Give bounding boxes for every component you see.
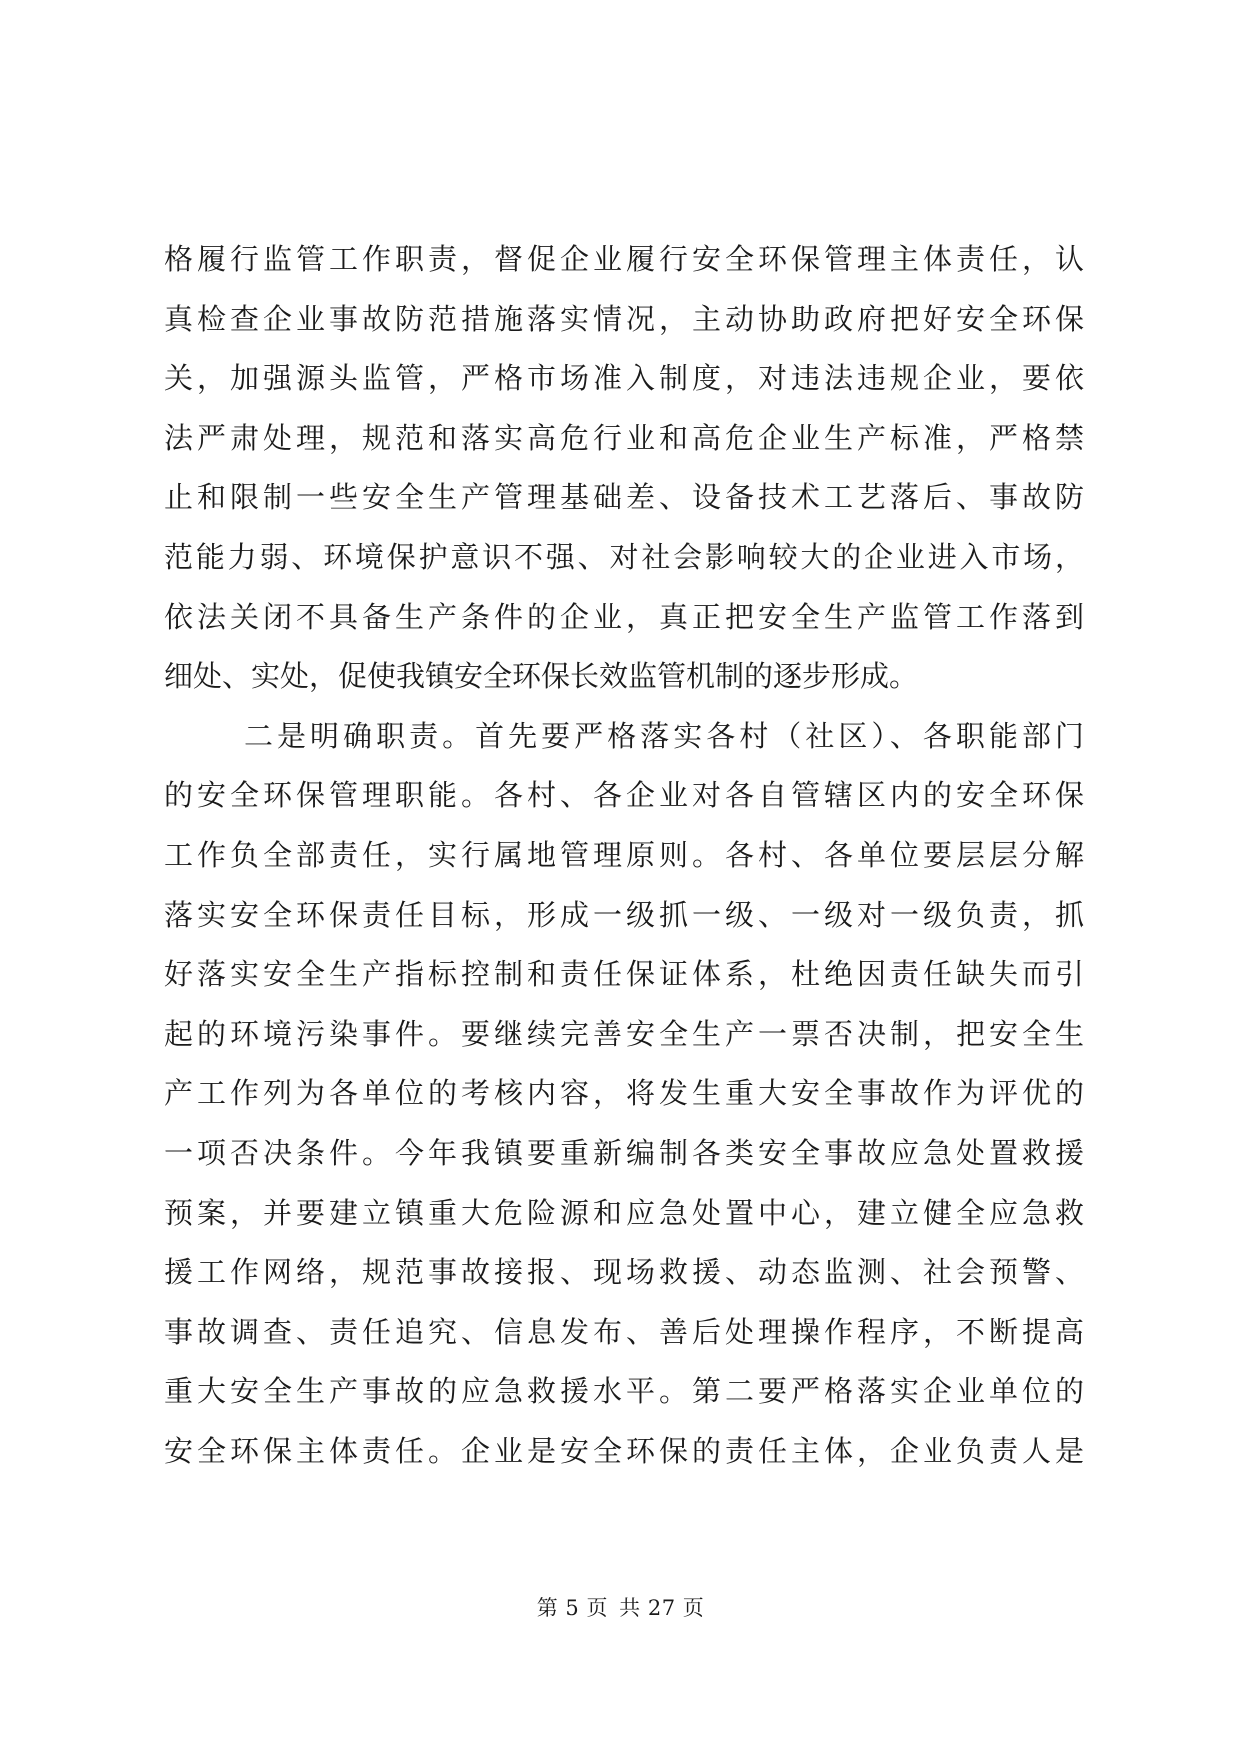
text-line: 援工作网络，规范事故接报、现场救援、动态监测、社会预警、 [164,1255,1084,1290]
text-line: 一项否决条件。今年我镇要重新编制各类安全事故应急处置救援 [164,1135,1084,1170]
text-line: 重大安全生产事故的应急救援水平。第二要严格落实企业单位的 [164,1374,1084,1409]
text-line: 预案，并要建立镇重大危险源和应急处置中心，建立健全应急救 [164,1195,1084,1230]
text-line: 好落实安全生产指标控制和责任保证体系，杜绝因责任缺失而引 [164,957,1084,992]
page-number: 第 5 页 [536,1596,608,1620]
text-line: 范能力弱、环境保护意识不强、对社会影响较大的企业进入市场， [164,539,1084,574]
text-line: 止和限制一些安全生产管理基础差、设备技术工艺落后、事故防 [164,480,1084,515]
text-line: 的安全环保管理职能。各村、各企业对各自管辖区内的安全环保 [164,778,1084,813]
text-line: 起的环境污染事件。要继续完善安全生产一票否决制，把安全生 [164,1016,1084,1051]
text-line: 法严肃处理，规范和落实高危行业和高危企业生产标准，严格禁 [164,420,1084,455]
text-line: 格履行监管工作职责，督促企业履行安全环保管理主体责任，认 [164,242,1084,276]
page-footer [0,1593,1241,1623]
text-line: 关，加强源头监管，严格市场准入制度，对违法违规企业，要依 [164,361,1084,396]
text-line: 安全环保主体责任。企业是安全环保的责任主体，企业负责人是 [164,1433,1084,1468]
page-total: 共 27 页 [619,1596,705,1620]
text-line: 落实安全环保责任目标，形成一级抓一级、一级对一级负责，抓 [164,897,1084,932]
text-line: 工作负全部责任，实行属地管理原则。各村、各单位要层层分解 [164,837,1084,872]
text-line: 产工作列为各单位的考核内容，将发生重大安全事故作为评优的 [164,1076,1084,1111]
text-line: 真检查企业事故防范措施落实情况，主动协助政府把好安全环保 [164,301,1084,336]
paragraph-first-line: 二是明确职责。首先要严格落实各村（社区）、各职能部门 [244,718,1084,753]
body-text [164,230,1084,1481]
text-line: 事故调查、责任追究、信息发布、善后处理操作程序，不断提高 [164,1314,1084,1349]
text-line: 细处、实处，促使我镇安全环保长效监管机制的逐步形成。 [164,659,919,694]
text-line: 依法关闭不具备生产条件的企业，真正把安全生产监管工作落到 [164,599,1084,634]
